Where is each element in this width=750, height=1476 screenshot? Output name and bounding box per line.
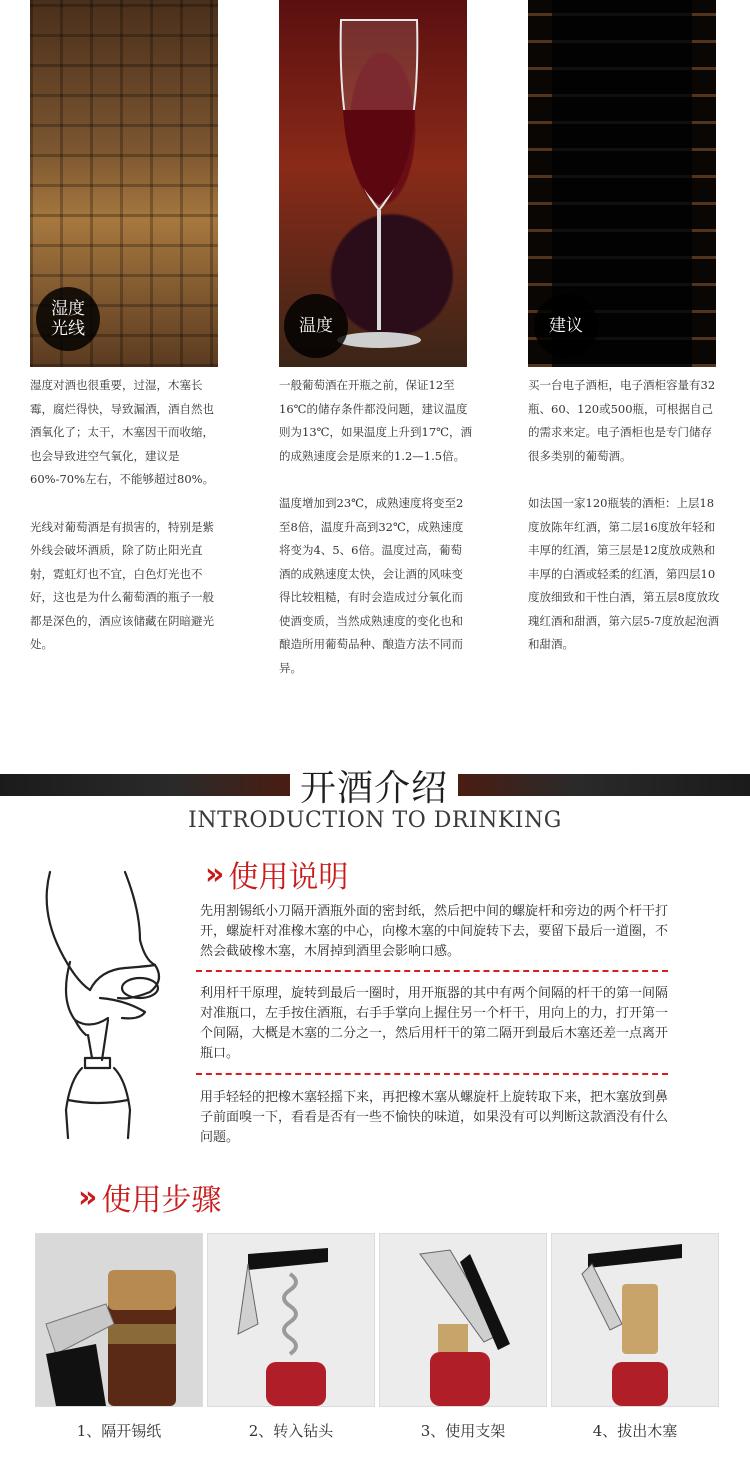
temperature-badge bbox=[284, 294, 348, 358]
hand-corkscrew-illustration bbox=[30, 870, 190, 1140]
double-chevron-icon: » bbox=[78, 1179, 92, 1215]
instructions-heading-text: 使用说明 bbox=[228, 860, 349, 895]
header-bar-left bbox=[0, 774, 290, 796]
advice-badge bbox=[534, 294, 598, 358]
instruction-paragraph-1: 先用割锡纸小刀隔开酒瓶外面的密封纸，然后把中间的螺旋杆和旁边的两个杆干打开，螺旋杆对准橡木塞的中心，向橡木塞的中间旋转下去，要留下最后一道圈，不然会截破橡木塞，木屑掉到酒里会影响口感。 bbox=[200, 904, 669, 959]
instruction-paragraph-3: 用手轻轻的把橡木塞轻摇下来，再把橡木塞从螺旋杆上旋转取下来，把木塞放到鼻子前面嗅一下，看看是否有一些不愉快的味道，如果没有可以判断这款酒没有什么问题。 bbox=[200, 1090, 669, 1145]
advice-badge-text: 建议 bbox=[549, 316, 583, 336]
lever-support-icon bbox=[380, 1234, 546, 1406]
corkscrew-screw-icon bbox=[208, 1234, 374, 1406]
humidity-light-photo bbox=[30, 0, 218, 367]
instructions-heading bbox=[205, 852, 348, 896]
dashed-divider bbox=[196, 970, 668, 972]
double-chevron-icon: » bbox=[205, 856, 219, 892]
temperature-text bbox=[279, 374, 473, 680]
section-title: 开酒介绍 bbox=[299, 768, 448, 809]
humidity-paragraph: 湿度对酒也很重要，过湿，木塞长霉，腐烂得快，导致漏酒，酒自然也酒氧化了；太干，木塞因干而收缩，也会导致进空气氧化，建议是60%-70%左右，不能够超过80%。 bbox=[30, 378, 215, 486]
foil-cutting-icon bbox=[36, 1234, 202, 1406]
header-bar-right bbox=[458, 774, 750, 796]
step-photo-2 bbox=[207, 1233, 375, 1407]
humidity-badge-text: 湿度 光线 bbox=[51, 299, 85, 339]
step-label-1: 1、隔开锡纸 bbox=[76, 1422, 162, 1440]
step-label-2: 2、转入钻头 bbox=[248, 1422, 334, 1440]
temperature-paragraph-1: 一般葡萄酒在开瓶之前，保证12至16℃的储存条件都没问题，建议温度则为13℃，如果温度上升到17℃，酒的成熟速度会是原来的1.2—1.5倍。 bbox=[279, 378, 472, 463]
step-label-4: 4、拔出木塞 bbox=[592, 1422, 678, 1440]
wine-cabinet-photo bbox=[528, 0, 716, 367]
step-photo-3 bbox=[379, 1233, 547, 1407]
pull-cork-icon bbox=[552, 1234, 718, 1406]
temperature-badge-text: 温度 bbox=[299, 316, 333, 336]
advice-text bbox=[528, 374, 722, 657]
steps-heading bbox=[78, 1175, 221, 1219]
section-subtitle: INTRODUCTION TO DRINKING bbox=[188, 808, 562, 833]
instruction-paragraph-2: 利用杆干原理，旋转到最后一圈时，用开瓶器的其中有两个间隔的杆干的第一间隔对准瓶口，左手按住酒瓶，右手手掌向上握住另一个杆干，用向上的力，打开第一个间隔，大概是木塞的二分之一，然后用杆干的第二隔开到最后木塞还差一点离开瓶口。 bbox=[200, 986, 669, 1061]
step-label-3: 3、使用支架 bbox=[420, 1422, 506, 1440]
advice-paragraph-1: 买一台电子酒柜，电子酒柜容量有32瓶、60、120或500瓶，可根据自己的需求来定。电子酒柜也是专门储存很多类别的葡萄酒。 bbox=[528, 378, 716, 463]
dashed-divider bbox=[196, 1073, 668, 1075]
humidity-light-text bbox=[30, 374, 222, 657]
advice-paragraph-2: 如法国一家120瓶装的酒柜：上层18度放陈年红酒，第二层16度放年轻和丰厚的红酒，第三层是12度放成熟和丰厚的白酒或轻柔的红酒，第四层10度放细致和干性白酒，第五层8度放玫瑰红酒和甜酒，第六层5-7度放起泡酒和甜酒。 bbox=[528, 496, 720, 651]
light-paragraph: 光线对葡萄酒是有损害的，特别是紫外线会破坏酒质，除了防止阳光直射，霓虹灯也不宜，白色灯光也不好，这也是为什么葡萄酒的瓶子一般都是深色的，酒应该储藏在阴暗避光处。 bbox=[30, 519, 214, 651]
step-photo-4 bbox=[551, 1233, 719, 1407]
step-photo-1 bbox=[35, 1233, 203, 1407]
temperature-photo bbox=[279, 0, 467, 367]
steps-heading-text: 使用步骤 bbox=[101, 1183, 222, 1218]
temperature-paragraph-2: 温度增加到23℃，成熟速度将变至2至8倍，温度升高到32℃，成熟速度将变为4、5、6倍。温度过高，葡萄酒的成熟速度太快，会让酒的风味变得比较粗糙，有时会造成过分氧化而使酒变质，当然成熟速度的变化也和酿造所用葡萄品种、酿造方法不同而异。 bbox=[279, 496, 464, 675]
humidity-badge bbox=[36, 287, 100, 351]
